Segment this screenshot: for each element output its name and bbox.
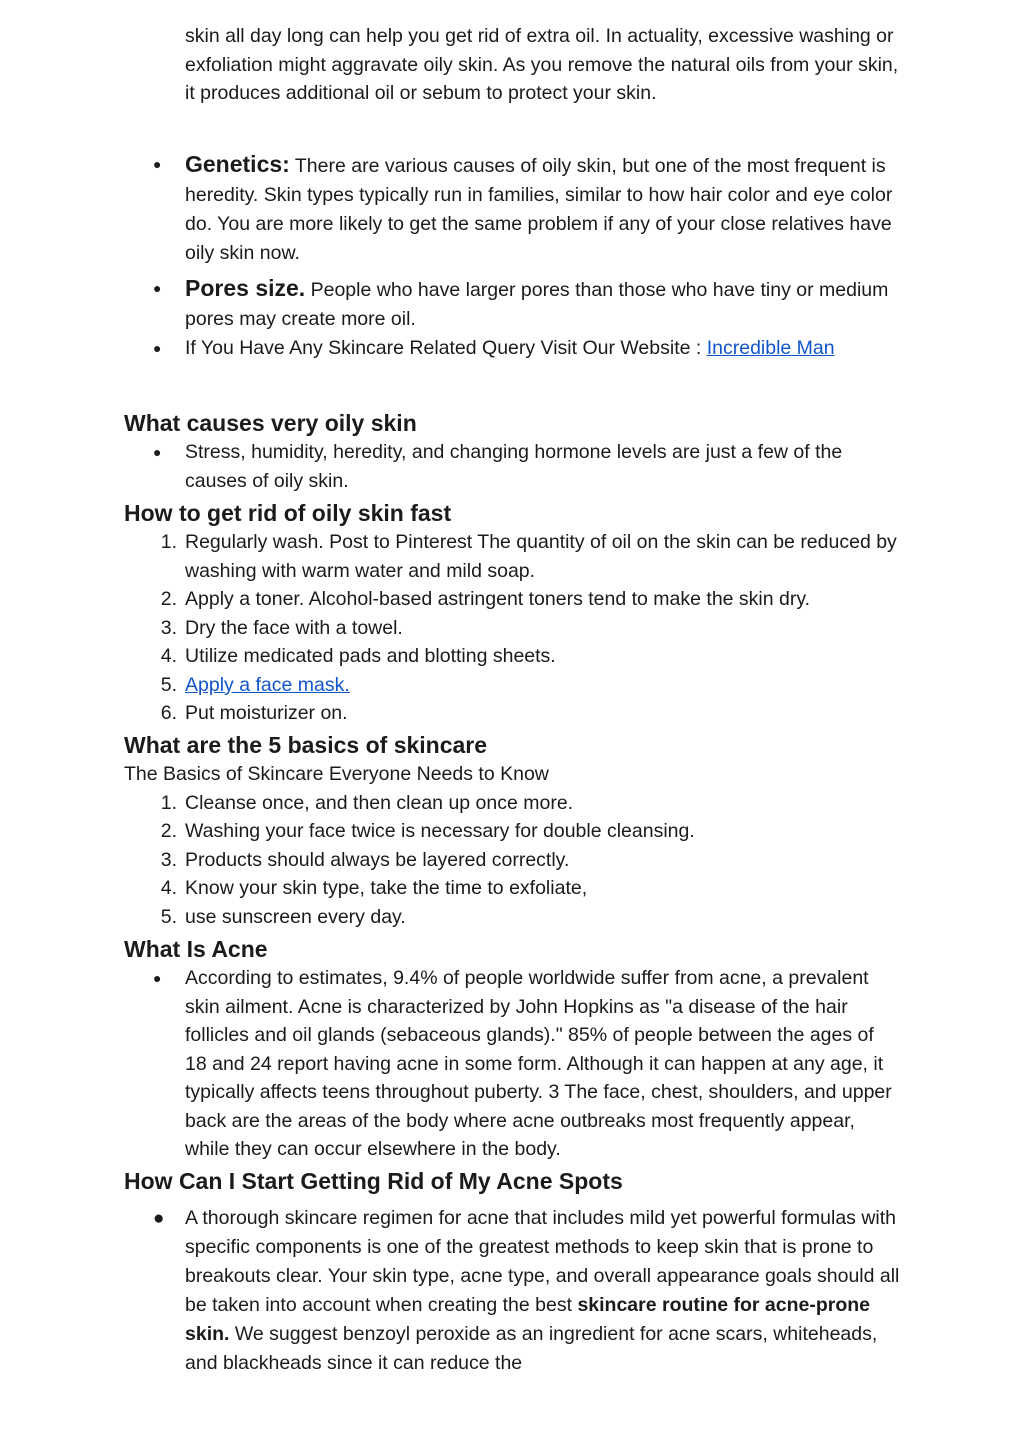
list-number: 4. — [160, 645, 177, 667]
list-number: 2. — [160, 588, 177, 610]
list-item — [160, 671, 900, 700]
section-rid-fast — [0, 498, 1024, 728]
acne-spots-text-2: We suggest benzoyl peroxide as an ingredient for acne scars, whiteheads, and blackheads since it can reduce the — [185, 1323, 878, 1374]
causes-list — [0, 150, 1024, 363]
basics-subtitle: The Basics of Skincare Everyone Needs to Know — [124, 763, 549, 785]
list-item — [160, 614, 900, 643]
list-item — [160, 699, 900, 728]
list-number: 4. — [160, 877, 177, 899]
acne-list — [0, 964, 1024, 1164]
heading-acne-spots: How Can I Start Getting Rid of My Acne Spots — [124, 1168, 623, 1194]
list-text: Washing your face twice is necessary for double cleansing. — [185, 820, 695, 842]
list-number: 2. — [160, 820, 177, 842]
list-item-pores — [185, 274, 900, 334]
list-item — [160, 642, 900, 671]
heading-rid-fast: How to get rid of oily skin fast — [124, 500, 452, 526]
section-acne-spots — [0, 1166, 1024, 1378]
list-item — [160, 903, 900, 932]
pores-term: Pores size. — [185, 275, 306, 301]
list-number: 5. — [160, 905, 177, 928]
genetics-term: Genetics: — [185, 151, 290, 177]
list-text: Apply a toner. Alcohol-based astringent toners tend to make the skin dry. — [185, 588, 811, 610]
list-text: Put moisturizer on. — [185, 702, 348, 724]
list-item — [160, 789, 900, 818]
face-mask-link[interactable]: Apply a face mask. — [185, 673, 350, 696]
very-oily-list — [0, 438, 1024, 495]
section-acne — [0, 934, 1024, 1164]
list-number: 5. — [160, 673, 177, 696]
list-item: ● According to estimates, 9.4% of people worldwide suffer from acne, a prevalent skin ailment. Acne is characterized by John Hopkins as "a disease of the hair follicles and oil glands (sebaceous glands)." 85% of people between the ages of 18 and 24 report having acne in some form. Although it can happen at any age, it typically affects teens throughout puberty. 3 The face, chest, shoulders, and upper back are the areas of the body where acne outbreaks most frequently appear, while they can occur elsewhere in the body. — [185, 964, 900, 1164]
list-item — [185, 1204, 900, 1378]
acne-spots-bold: skincare routine for acne-prone skin. — [185, 1294, 871, 1345]
list-text: Utilize medicated pads and blotting sheets. — [185, 645, 556, 667]
list-item — [160, 528, 900, 585]
query-text: If You Have Any Skincare Related Query Visit Our Website : — [185, 337, 707, 359]
list-number: 1. — [160, 531, 177, 553]
list-text: Know your skin type, take the time to exfoliate, — [185, 877, 588, 899]
list-text: Cleanse once, and then clean up once more. — [185, 791, 574, 814]
pores-text: People who have larger pores than those who have tiny or medium pores may create more oil. — [185, 279, 889, 330]
list-item-genetics — [185, 150, 900, 268]
list-item: ● Stress, humidity, heredity, and changing hormone levels are just a few of the causes of oily skin. — [185, 438, 900, 495]
genetics-text: There are various causes of oily skin, but one of the most frequent is heredity. Skin types typically run in families, similar to how hair color and eye color do. You are more likely to get the same problem if any of your close relatives have oily skin now. — [185, 155, 893, 264]
section-basics — [0, 730, 1024, 931]
list-text: Products should always be layered correctly. — [185, 848, 570, 871]
heading-basics: What are the 5 basics of skincare — [124, 732, 488, 758]
list-number: 3. — [160, 848, 177, 871]
rid-fast-list — [0, 528, 1024, 728]
list-text: use sunscreen every day. — [185, 905, 406, 928]
incredible-man-link[interactable]: Incredible Man — [706, 337, 835, 359]
acne-spots-list — [0, 1204, 1024, 1378]
list-item-query — [185, 334, 900, 363]
list-item — [160, 874, 900, 903]
list-item — [160, 846, 900, 875]
list-number: 6. — [160, 702, 177, 724]
heading-acne: What Is Acne — [124, 936, 268, 962]
heading-very-oily: What causes very oily skin — [124, 410, 417, 436]
intro-paragraph: skin all day long can help you get rid of extra oil. In actuality, excessive washing or exfoliation might aggravate oily skin. As you remove the natural oils from your skin, it produces additional oil or sebum to protect your skin. — [185, 25, 899, 104]
intro-block — [0, 22, 1024, 108]
section-very-oily — [0, 408, 1024, 495]
list-number: 1. — [160, 791, 177, 814]
list-text: Dry the face with a towel. — [185, 616, 403, 639]
basics-list — [0, 789, 1024, 932]
list-number: 3. — [160, 616, 177, 639]
list-text: Regularly wash. Post to Pinterest The quantity of oil on the skin can be reduced by washing with warm water and mild soap. — [185, 531, 897, 582]
acne-spots-text-1: A thorough skincare regimen for acne that includes mild yet powerful formulas with specific components is one of the greatest methods to keep skin that is prone to breakouts clear. Your skin type, acne type, and overall appearance goals should all be taken into account when creating the best — [185, 1207, 900, 1316]
list-item — [160, 817, 900, 846]
causes-list-block — [0, 150, 1024, 363]
list-item — [160, 585, 900, 614]
